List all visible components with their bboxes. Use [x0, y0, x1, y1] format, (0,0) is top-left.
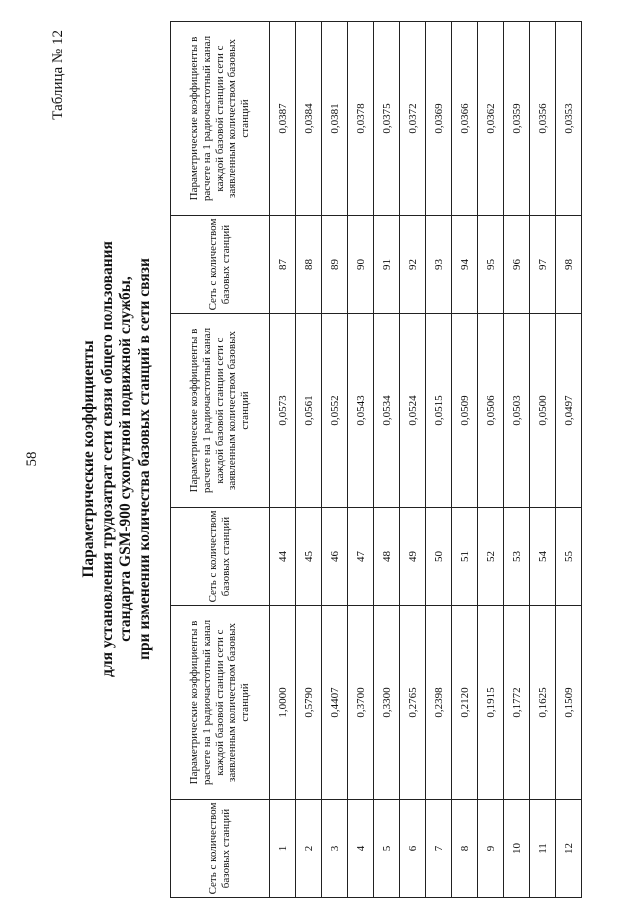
station-count-cell: 12 [556, 800, 582, 898]
coefficient-cell: 0,0561 [296, 314, 322, 508]
coefficient-cell: 0,0543 [348, 314, 374, 508]
station-count-cell: 98 [556, 216, 582, 314]
coefficient-cell: 0,0573 [270, 314, 296, 508]
table-row [426, 22, 452, 898]
station-count-cell: 9 [478, 800, 504, 898]
header-coefficient: Параметрические коэффициенты в расчете на 1 радиочастотный канал каждой базовой станции сети с заявленным количеством базовых станций [171, 22, 270, 216]
header-coefficient: Параметрические коэффициенты в расчете на 1 радиочастотный канал каждой базовой станции сети с заявленным количеством базовых станций [171, 606, 270, 800]
coefficient-cell: 0,0381 [322, 22, 348, 216]
coefficient-cell: 0,4407 [322, 606, 348, 800]
header-station-count: Сеть с количеством базовых станций [171, 508, 270, 606]
coefficient-cell: 0,3300 [374, 606, 400, 800]
coefficients-table [170, 21, 582, 898]
station-count-cell: 45 [296, 508, 322, 606]
station-count-cell: 44 [270, 508, 296, 606]
coefficient-cell: 0,0353 [556, 22, 582, 216]
coefficient-cell: 0,0384 [296, 22, 322, 216]
station-count-cell: 52 [478, 508, 504, 606]
table-row [270, 22, 296, 898]
station-count-cell: 53 [504, 508, 530, 606]
station-count-cell: 7 [426, 800, 452, 898]
station-count-cell: 94 [452, 216, 478, 314]
station-count-cell: 96 [504, 216, 530, 314]
station-count-cell: 2 [296, 800, 322, 898]
table-row [478, 22, 504, 898]
coefficient-cell: 0,0372 [400, 22, 426, 216]
page-number: 58 [24, 451, 40, 467]
table-row [296, 22, 322, 898]
station-count-cell: 89 [322, 216, 348, 314]
table-row [556, 22, 582, 898]
table-header-row [171, 22, 270, 898]
title-line: стандарта GSM-900 сухопутной подвижной службы, [117, 276, 135, 642]
station-count-cell: 92 [400, 216, 426, 314]
coefficient-cell: 0,0503 [504, 314, 530, 508]
table-row [530, 22, 556, 898]
coefficient-cell: 0,1625 [530, 606, 556, 800]
coefficient-cell: 0,0387 [270, 22, 296, 216]
station-count-cell: 3 [322, 800, 348, 898]
title-line: Параметрические коэффициенты [80, 340, 97, 578]
coefficient-cell: 0,0515 [426, 314, 452, 508]
station-count-cell: 5 [374, 800, 400, 898]
table-row [322, 22, 348, 898]
station-count-cell: 1 [270, 800, 296, 898]
coefficient-cell: 0,0552 [322, 314, 348, 508]
coefficient-cell: 0,3700 [348, 606, 374, 800]
station-count-cell: 54 [530, 508, 556, 606]
coefficient-cell: 0,0534 [374, 314, 400, 508]
table-row [348, 22, 374, 898]
header-coefficient: Параметрические коэффициенты в расчете на 1 радиочастотный канал каждой базовой станции сети с заявленным количеством базовых станций [171, 314, 270, 508]
coefficient-cell: 0,1509 [556, 606, 582, 800]
table-row [374, 22, 400, 898]
station-count-cell: 8 [452, 800, 478, 898]
coefficient-cell: 0,0375 [374, 22, 400, 216]
coefficient-cell: 0,0356 [530, 22, 556, 216]
table-row [452, 22, 478, 898]
coefficient-cell: 0,0378 [348, 22, 374, 216]
table-row [400, 22, 426, 898]
station-count-cell: 90 [348, 216, 374, 314]
station-count-cell: 88 [296, 216, 322, 314]
coefficient-cell: 0,5790 [296, 606, 322, 800]
coefficient-cell: 0,0362 [478, 22, 504, 216]
coefficient-cell: 1,0000 [270, 606, 296, 800]
station-count-cell: 50 [426, 508, 452, 606]
coefficient-cell: 0,0500 [530, 314, 556, 508]
station-count-cell: 6 [400, 800, 426, 898]
station-count-cell: 51 [452, 508, 478, 606]
station-count-cell: 91 [374, 216, 400, 314]
coefficient-cell: 0,0359 [504, 22, 530, 216]
coefficient-cell: 0,1915 [478, 606, 504, 800]
coefficient-cell: 0,1772 [504, 606, 530, 800]
title-line: для установления трудозатрат сети связи общего пользования [98, 241, 116, 677]
coefficient-cell: 0,2765 [400, 606, 426, 800]
coefficient-cell: 0,0369 [426, 22, 452, 216]
document-title [80, 0, 154, 918]
station-count-cell: 55 [556, 508, 582, 606]
station-count-cell: 95 [478, 216, 504, 314]
coefficient-cell: 0,0509 [452, 314, 478, 508]
title-line: при изменении количества базовых станций в сети связи [135, 258, 153, 660]
station-count-cell: 87 [270, 216, 296, 314]
table-label: Таблица № 12 [50, 30, 66, 120]
header-station-count: Сеть с количеством базовых станций [171, 216, 270, 314]
station-count-cell: 93 [426, 216, 452, 314]
station-count-cell: 97 [530, 216, 556, 314]
coefficient-cell: 0,0497 [556, 314, 582, 508]
coefficient-cell: 0,0524 [400, 314, 426, 508]
coefficient-cell: 0,0506 [478, 314, 504, 508]
table-row [504, 22, 530, 898]
station-count-cell: 48 [374, 508, 400, 606]
coefficient-cell: 0,0366 [452, 22, 478, 216]
coefficient-cell: 0,2120 [452, 606, 478, 800]
station-count-cell: 11 [530, 800, 556, 898]
coefficient-cell: 0,2398 [426, 606, 452, 800]
station-count-cell: 46 [322, 508, 348, 606]
station-count-cell: 47 [348, 508, 374, 606]
station-count-cell: 4 [348, 800, 374, 898]
station-count-cell: 10 [504, 800, 530, 898]
header-station-count: Сеть с количеством базовых станций [171, 800, 270, 898]
station-count-cell: 49 [400, 508, 426, 606]
